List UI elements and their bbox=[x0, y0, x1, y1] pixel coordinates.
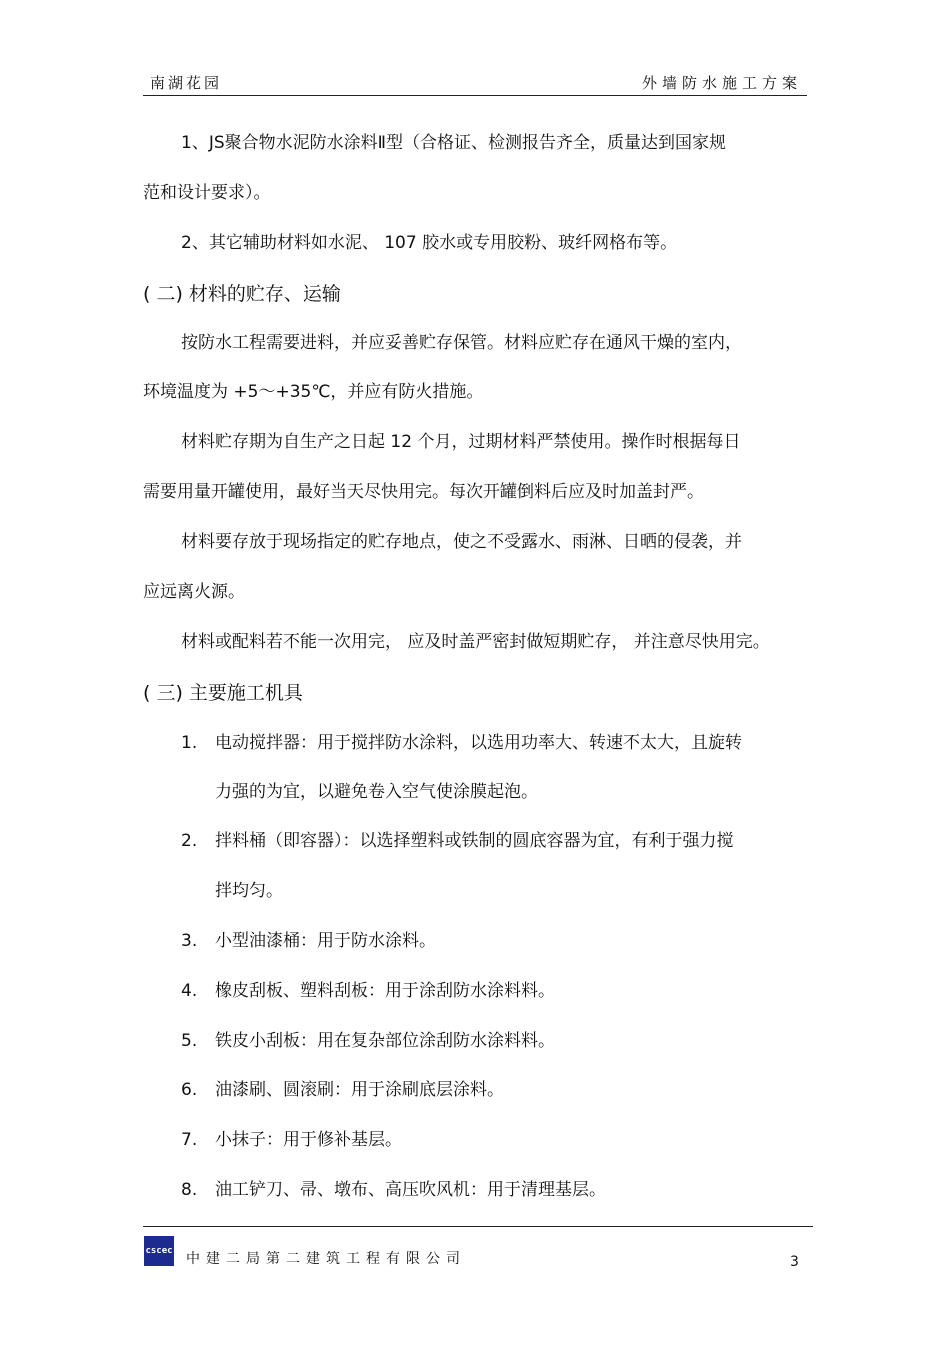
tool-number: 4. bbox=[181, 981, 198, 1001]
tool-text: 铁皮小刮板：用在复杂部位涂刮防水涂料料。 bbox=[215, 1031, 555, 1051]
header-rule bbox=[143, 95, 807, 96]
storage-p1-line-2: 环境温度为 +5～+35℃，并应有防火措施。 bbox=[143, 382, 484, 402]
tool-item-3 bbox=[181, 930, 436, 952]
tool-text: 小抹子：用于修补基层。 bbox=[215, 1130, 402, 1150]
tool-text: 橡皮刮板、塑料刮板：用于涂刮防水涂料料。 bbox=[215, 981, 555, 1001]
storage-p4: 材料或配料若不能一次用完， 应及时盖严密封做短期贮存， 并注意尽快用完。 bbox=[181, 632, 770, 652]
tool-item-1 bbox=[181, 732, 742, 754]
storage-p3-line-1: 材料要存放于现场指定的贮存地点，使之不受露水、雨淋、日晒的侵袭，并 bbox=[181, 532, 742, 552]
tool-text: 油漆刷、圆滚刷：用于涂刷底层涂料。 bbox=[215, 1080, 504, 1100]
tool-number: 5. bbox=[181, 1031, 198, 1051]
tool-text: 油工铲刀、帚、墩布、高压吹风机：用于清理基层。 bbox=[215, 1180, 606, 1200]
footer-rule bbox=[143, 1226, 813, 1227]
storage-p2-line-2: 需要用量开罐使用，最好当天尽快用完。每次开罐倒料后应及时加盖封严。 bbox=[143, 482, 704, 502]
tool-number: 8. bbox=[181, 1180, 198, 1200]
tool-number: 3. bbox=[181, 931, 198, 951]
material-item-2: 2、其它辅助材料如水泥、 107 胶水或专用胶粉、玻纤网格布等。 bbox=[181, 233, 678, 253]
tool-number: 6. bbox=[181, 1080, 198, 1100]
storage-p1-line-1: 按防水工程需要进料，并应妥善贮存保管。材料应贮存在通风干燥的室内， bbox=[181, 333, 742, 353]
storage-p3-line-2: 应远离火源。 bbox=[143, 582, 245, 602]
tool-number: 2. bbox=[181, 831, 198, 851]
header-right: 外墙防水施工方案 bbox=[641, 74, 802, 92]
section-heading-storage: ( 二) 材料的贮存、运输 bbox=[143, 283, 341, 305]
storage-p2-line-1: 材料贮存期为自生产之日起 12 个月，过期材料严禁使用。操作时根据每日 bbox=[181, 432, 741, 452]
logo-text: cscec bbox=[145, 1246, 173, 1256]
company-name: 中建二局第二建筑工程有限公司 bbox=[186, 1251, 466, 1267]
page-number: 3 bbox=[790, 1254, 799, 1270]
material-item-1-line-1: 1、JS聚合物水泥防水涂料Ⅱ型（合格证、检测报告齐全，质量达到国家规 bbox=[181, 133, 726, 153]
tool-item-6 bbox=[181, 1079, 504, 1101]
tool-text: 电动搅拌器：用于搅拌防水涂料，以选用功率大、转速不太大，且旋转 bbox=[215, 733, 742, 753]
company-logo bbox=[144, 1236, 174, 1266]
tool-text: 拌料桶（即容器）：以选择塑料或铁制的圆底容器为宜，有利于强力搅 bbox=[215, 831, 734, 851]
header-left: 南湖花园 bbox=[150, 74, 223, 92]
tool-text: 小型油漆桶：用于防水涂料。 bbox=[215, 931, 436, 951]
tool-item-7 bbox=[181, 1129, 402, 1151]
tool-item-4 bbox=[181, 980, 555, 1002]
section-heading-tools: ( 三) 主要施工机具 bbox=[143, 682, 303, 704]
tool-number: 1. bbox=[181, 733, 198, 753]
tool-item-1-continuation: 力强的为宜，以避免卷入空气使涂膜起泡。 bbox=[215, 782, 538, 802]
tool-item-2 bbox=[181, 830, 734, 852]
tool-item-2-continuation: 拌均匀。 bbox=[215, 881, 283, 901]
material-item-1-line-2: 范和设计要求）。 bbox=[143, 183, 271, 203]
tool-number: 7. bbox=[181, 1130, 198, 1150]
tool-item-5 bbox=[181, 1030, 555, 1052]
tool-item-8 bbox=[181, 1179, 606, 1201]
